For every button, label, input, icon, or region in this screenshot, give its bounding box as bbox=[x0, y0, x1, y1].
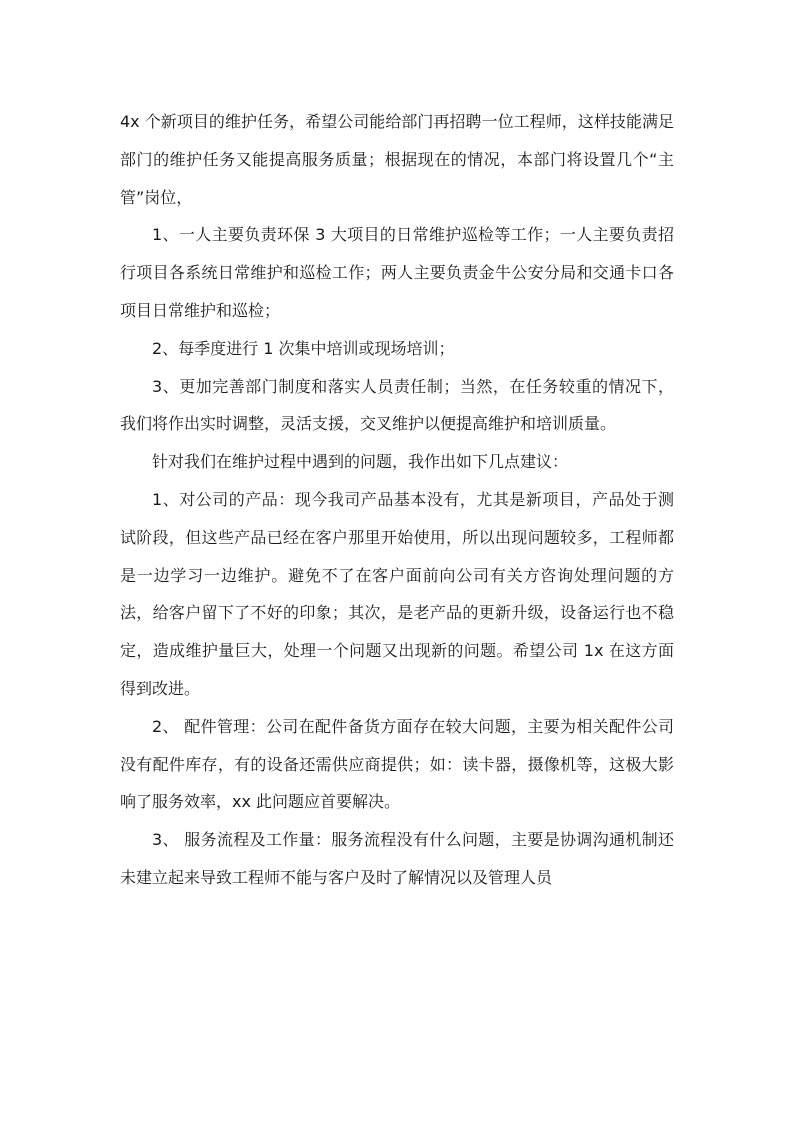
paragraph-8: 3、 服务流程及工作量：服务流程没有什么问题，主要是协调沟通机制还未建立起来导致工程师不能与客户及时了解情况以及管理人员 bbox=[120, 830, 674, 887]
paragraph-2: 1、一人主要负责环保 3 大项目的日常维护巡检等工作；一人主要负责招行项目各系统日常维护和巡检工作；两人主要负责金牛公安分局和交通卡口各项目日常维护和巡检； bbox=[120, 225, 674, 320]
paragraph-1: 4x 个新项目的维护任务，希望公司能给部门再招聘一位工程师，这样技能满足部门的维护任务又能提高服务质量；根据现在的情况，本部门将设置几个“主管”岗位， bbox=[120, 112, 674, 207]
paragraph-4: 3、更加完善部门制度和落实人员责任制；当然，在任务较重的情况下，我们将作出实时调整，灵活支援，交叉维护以便提高维护和培训质量。 bbox=[120, 376, 674, 434]
paragraph-6: 1、对公司的产品：现今我司产品基本没有，尤其是新项目，产品处于测试阶段，但这些产品已经在客户那里开始使用，所以出现问题较多，工程师都是一边学习一边维护。避免不了在客户面前向公司有关方咨询处理问题的方法，给客户留下了不好的印象；其次，是老产品的更新升级，设备运行也不稳定，造成维护量巨大，处理一个问题又出现新的问题。希望公司 1x 在这方面得到改进。 bbox=[120, 489, 674, 698]
paragraph-7: 2、 配件管理：公司在配件备货方面存在较大问题，主要为相关配件公司没有配件库存，有的设备还需供应商提供；如：读卡器，摄像机等，这极大影响了服务效率，xx 此问题应首要解决。 bbox=[120, 716, 674, 812]
paragraph-3: 2、每季度进行 1 次集中培训或现场培训； bbox=[152, 338, 455, 358]
paragraph-5: 针对我们在维护过程中遇到的问题，我作出如下几点建议： bbox=[152, 452, 569, 472]
